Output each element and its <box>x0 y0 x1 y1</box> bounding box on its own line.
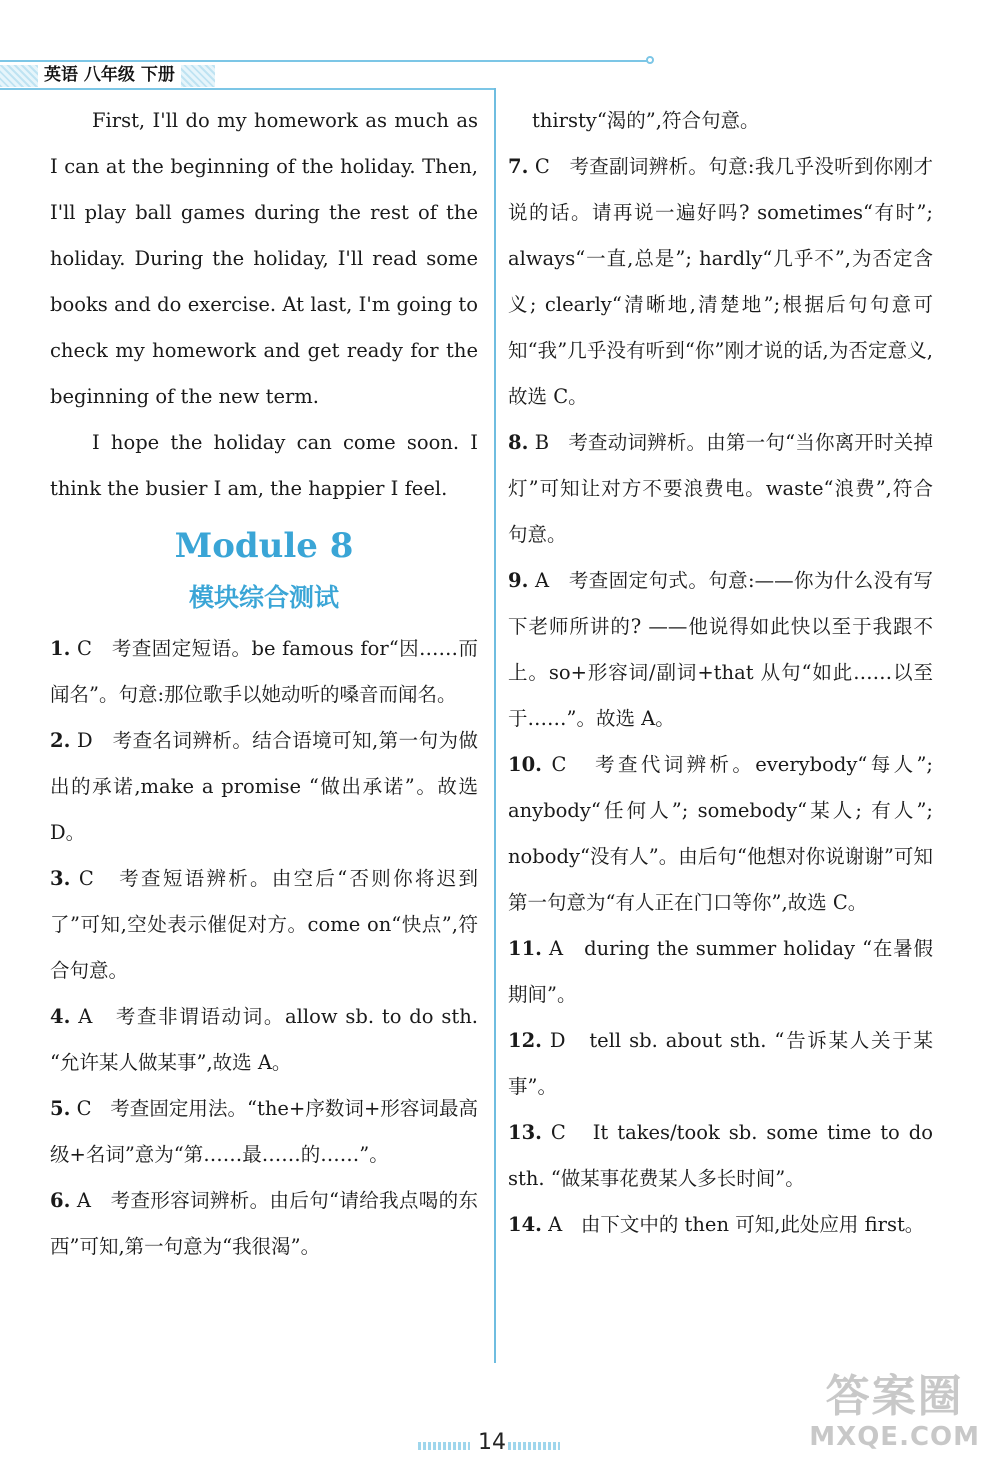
item-number: 8. <box>508 431 529 454</box>
answer-item <box>508 1202 933 1248</box>
item-explanation: tell sb. about sth. “告诉某人关于某事”。 <box>508 1029 933 1098</box>
item-explanation: 考查固定短语。be famous for“因……而闻名”。句意:那位歌手以她动听的嗓音而闻名。 <box>50 637 479 706</box>
item-explanation: 考查副词辨析。句意:我几乎没听到你刚才说的话。请再说一遍好吗? sometimes“有时”; always“一直,总是”; hardly“几乎不”,为否定含义; clearly“清晰地,清楚地”;根据后句句意可知“我”几乎没有听到“你”刚才说的话,为否定意义,故选 C。 <box>508 155 934 408</box>
item-number: 11. <box>508 937 542 960</box>
answer-item <box>50 626 478 718</box>
left-column <box>50 98 478 1270</box>
watermark-url: MXQE.COM <box>809 1422 980 1452</box>
item-answer: A <box>534 569 550 592</box>
item-answer: C <box>77 637 92 660</box>
item-explanation: It takes/took sb. some time to do sth. “做某事花费某人多长时间”。 <box>508 1121 933 1190</box>
header-rule-dot <box>646 56 654 64</box>
right-column <box>508 98 933 1248</box>
item-explanation: 考查固定句式。句意:——你为什么没有写下老师所讲的? ——他说得如此快以至于我跟不上。so+形容词/副词+that 从句“如此……以至于……”。故选 A。 <box>508 569 933 730</box>
item-number: 5. <box>50 1097 71 1120</box>
essay-paragraph-1: First, I'll do my homework as much as I can at the beginning of the holiday. Then, I'll play ball games during the rest of the holiday. During the holiday, I'll read some books and do exercise. At last, I'm going to check my homework and get ready for the beginning of the new term. <box>50 109 478 408</box>
item-answer: C <box>551 753 567 776</box>
item-answer: A <box>76 1189 92 1212</box>
item-number: 2. <box>50 729 71 752</box>
page-header <box>0 0 1000 100</box>
item-answer: B <box>534 431 550 454</box>
column-divider <box>494 88 496 1363</box>
item-number: 10. <box>508 753 542 776</box>
item-answer: A <box>78 1005 93 1028</box>
page-number: 14 <box>478 1430 506 1455</box>
answer-item <box>508 420 933 558</box>
item-number: 4. <box>50 1005 71 1028</box>
item-answer: C <box>534 155 550 178</box>
answer-item <box>508 742 933 926</box>
item-explanation: 考查形容词辨析。由后句“请给我点喝的东西”可知,第一句意为“我很渴”。 <box>50 1189 478 1258</box>
item-number: 3. <box>50 867 71 890</box>
answer-item <box>508 926 933 1018</box>
answer-item <box>50 1178 478 1270</box>
item-explanation: 考查非谓语动词。allow sb. to do sth. “允许某人做某事”,故选 A。 <box>50 1005 478 1074</box>
item-explanation: 考查短语辨析。由空后“否则你将迟到了”可知,空处表示催促对方。come on“快点”,符合句意。 <box>50 867 478 982</box>
answer-item <box>50 994 478 1086</box>
header-rule-bottom <box>0 88 495 90</box>
item-number: 7. <box>508 155 529 178</box>
item-number: 12. <box>508 1029 542 1052</box>
module-title: Module 8 <box>174 526 354 566</box>
footer-decoration-right <box>508 1442 560 1450</box>
footer-decoration-left <box>418 1442 470 1450</box>
answer-item <box>50 856 478 994</box>
item-number: 9. <box>508 569 529 592</box>
item-answer: A <box>548 937 564 960</box>
answer-item <box>508 558 933 742</box>
item-answer: A <box>548 1213 563 1236</box>
item-number: 14. <box>508 1213 542 1236</box>
answer-item <box>50 718 478 856</box>
answer-item <box>508 144 933 420</box>
header-rule-top <box>0 60 648 62</box>
item-answer: C <box>550 1121 566 1144</box>
item-explanation: 考查代词辨析。everybody“每人”; anybody“任何人”; somebody“某人; 有人”; nobody“没有人”。由后句“他想对你说谢谢”可知第一句意为“有人正在门口等你”,故选 C。 <box>508 753 933 914</box>
item-explanation: 考查固定用法。“the+序数词+形容词最高级+名词”意为“第……最……的……”。 <box>50 1097 478 1166</box>
answer-item <box>508 1018 933 1110</box>
item-number: 13. <box>508 1121 542 1144</box>
watermark-logo-text: 答案圈 <box>825 1371 964 1422</box>
item-number: 6. <box>50 1189 71 1212</box>
header-book-label: 英语 八年级 下册 <box>38 63 181 87</box>
continued-explanation: thirsty“渴的”,符合句意。 <box>532 109 760 132</box>
item-number: 1. <box>50 637 71 660</box>
item-explanation: 考查名词辨析。结合语境可知,第一句为做出的承诺,make a promise “做出承诺”。故选 D。 <box>50 729 478 844</box>
item-explanation: during the summer holiday “在暑假期间”。 <box>508 937 933 1006</box>
item-answer: D <box>77 729 93 752</box>
module-subtitle: 模块综合测试 <box>188 583 339 612</box>
answer-item <box>508 1110 933 1202</box>
item-answer: D <box>549 1029 566 1052</box>
item-answer: C <box>76 1097 92 1120</box>
essay-paragraph-2: I hope the holiday can come soon. I think the busier I am, the happier I feel. <box>50 431 478 500</box>
item-answer: C <box>78 867 94 890</box>
site-watermark <box>809 1372 980 1452</box>
item-explanation: 由下文中的 then 可知,此处应用 first。 <box>580 1213 925 1236</box>
item-explanation: 考查动词辨析。由第一句“当你离开时关掉灯”可知让对方不要浪费电。waste“浪费”,符合句意。 <box>508 431 933 546</box>
answer-item <box>50 1086 478 1178</box>
